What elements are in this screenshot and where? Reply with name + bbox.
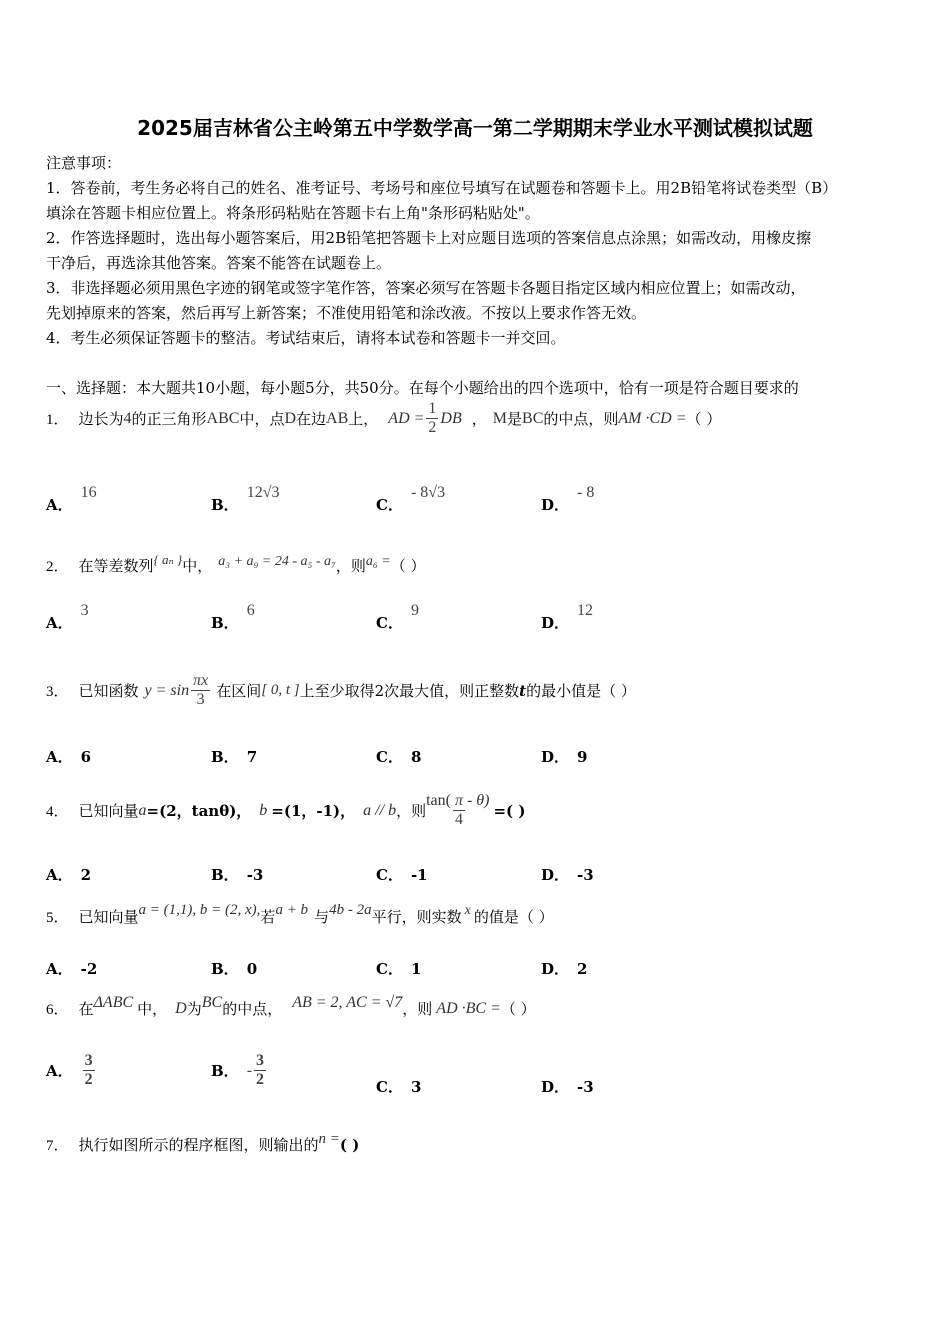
question-number: 3．: [46, 684, 69, 700]
option-c[interactable]: [376, 601, 419, 633]
question-6: [46, 993, 536, 1019]
math: D: [175, 999, 187, 1017]
option-a[interactable]: [46, 864, 91, 885]
question-text: 上，: [348, 410, 379, 428]
option-value: 8: [410, 747, 422, 766]
option-label: A．: [46, 496, 73, 514]
option-value: -3: [246, 865, 264, 884]
option-label: C．: [376, 496, 403, 514]
option-label: D．: [541, 748, 570, 766]
option-value: 9: [577, 747, 588, 766]
math: a₃ + a₉ = 24 - a₅ - a₇: [218, 553, 336, 569]
option-d[interactable]: [541, 601, 594, 633]
numerator: 1: [428, 400, 437, 417]
note-line: 填涂在答题卡相应位置上。将条形码粘贴在答题卡右上角"条形码粘贴处"。: [46, 204, 540, 222]
option-c[interactable]: [376, 864, 428, 885]
question-2: [46, 551, 426, 576]
math: AB: [326, 409, 349, 427]
math: 4: [123, 409, 132, 427]
option-value: - 8: [577, 483, 595, 501]
math: y = sin: [144, 681, 190, 699]
note-line: 2．作答选择题时，选出每小题答案后，用2B铅笔把答题卡上对应题目选项的答案信息点涂黑；如需改动，用橡皮擦: [46, 229, 812, 247]
question-text: 在区间: [216, 682, 262, 700]
question-text: 平行，则实数: [371, 908, 462, 926]
question-text: =(2，tanθ)，: [146, 802, 252, 820]
option-label: B．: [211, 614, 239, 632]
math: a: [138, 801, 147, 819]
note-line: 干净后，再选涂其他答案。答案不能答在试题卷上。: [46, 254, 392, 272]
denominator: 2: [428, 419, 437, 436]
option-c[interactable]: [376, 1076, 421, 1097]
option-value: - 8√3: [410, 483, 446, 501]
fraction: [254, 1052, 266, 1089]
option-value: 0: [246, 959, 258, 978]
math: b: [259, 801, 268, 819]
option-label: A．: [46, 960, 73, 978]
question-text: 已知向量: [78, 908, 139, 926]
question-text: 中，: [137, 1000, 168, 1018]
question-number: 6．: [46, 1002, 69, 1018]
option-a[interactable]: [46, 601, 89, 633]
question-text: ，则: [402, 1000, 433, 1018]
option-b[interactable]: [211, 1052, 268, 1089]
option-c[interactable]: [376, 746, 421, 767]
math: n =: [318, 1131, 340, 1147]
question-text: （ ）: [686, 410, 722, 428]
math: t: [519, 681, 527, 700]
question-text: 为: [186, 1000, 202, 1018]
math: AB = 2, AC = √7: [292, 993, 403, 1011]
question-text: ，: [471, 410, 487, 428]
question-text: 的中点，则: [543, 410, 619, 428]
option-label: A．: [46, 866, 73, 884]
question-text: 是: [507, 410, 523, 428]
note-line: 3．非选择题必须用黑色字迹的钢笔或签字笔作答，答案必须写在答题卡各题目指定区域内相应位置上；如需改动，: [46, 279, 806, 297]
math: a = (1,1), b = (2, x),: [138, 902, 261, 918]
option-label: B．: [211, 748, 239, 766]
option-a[interactable]: [46, 958, 97, 979]
question-number: 7．: [46, 1138, 69, 1154]
denominator: 3: [196, 691, 205, 708]
option-value: 16: [80, 483, 97, 501]
option-value: 7: [246, 747, 258, 766]
option-b[interactable]: [211, 601, 255, 633]
option-label: D．: [541, 1078, 570, 1096]
question-text: 的最小值是（ ）: [526, 682, 636, 700]
question-number: 2．: [46, 559, 69, 575]
option-value: 1: [410, 959, 422, 978]
note-line: 1．答卷前，考生务必将自己的姓名、准考证号、考场号和座位号填写在试题卷和答题卡上。用2B铅笔将试卷类型（B）: [46, 179, 838, 197]
question-number: 1．: [46, 412, 69, 428]
fraction: [191, 672, 210, 709]
question-text: 已知函数: [78, 682, 139, 700]
option-d[interactable]: [541, 1076, 594, 1097]
option-label: B．: [211, 960, 239, 978]
math: tan(: [426, 791, 451, 809]
question-text: =(1，-1)，: [271, 802, 356, 820]
option-b[interactable]: [211, 746, 257, 767]
option-label: C．: [376, 1078, 403, 1096]
option-label: A．: [46, 1062, 73, 1080]
question-text: （ ）: [500, 1000, 536, 1018]
math: D: [284, 409, 297, 427]
option-label: D．: [541, 496, 570, 514]
question-text: 在等差数列: [78, 557, 154, 575]
question-text: 的中点，: [222, 1000, 283, 1018]
denominator: 2: [84, 1071, 93, 1088]
option-label: B．: [211, 866, 239, 884]
option-label: A．: [46, 748, 73, 766]
option-value: 12√3: [246, 483, 280, 501]
option-a[interactable]: [46, 483, 97, 515]
question-text: 中，点: [239, 410, 285, 428]
question-5: [46, 902, 554, 927]
option-sign: -: [246, 1061, 253, 1079]
note-line: 4．考生必须保证答题卡的整洁。考试结束后，请将本试卷和答题卡一并交回。: [46, 329, 566, 347]
question-number: 5．: [46, 910, 69, 926]
question-text: =( ): [493, 801, 526, 820]
math: { aₙ }: [153, 551, 183, 567]
option-value: 6: [80, 747, 92, 766]
denominator: 4: [454, 811, 463, 828]
option-value: 3: [80, 601, 89, 619]
option-d[interactable]: [541, 958, 587, 979]
question-text: ( ): [339, 1135, 360, 1154]
fraction: [83, 1052, 95, 1089]
option-label: C．: [376, 614, 403, 632]
math: AD ·BC =: [436, 999, 501, 1017]
numerator: 3: [84, 1052, 93, 1069]
question-text: 已知向量: [78, 802, 139, 820]
fraction: [453, 792, 465, 829]
math: [ 0, t ]: [261, 682, 300, 698]
option-value: 2: [577, 959, 588, 978]
section-heading: 一、选择题：本大题共10小题，每小题5分，共50分。在每个小题给出的四个选项中，恰有一项是符合题目要求的: [46, 379, 799, 397]
math: BC: [201, 993, 223, 1011]
option-b[interactable]: [211, 958, 257, 979]
numerator: π: [454, 792, 463, 809]
numerator: πx: [193, 672, 209, 689]
question-7: [46, 1131, 360, 1155]
math: AD =: [388, 409, 425, 427]
question-text: 若: [260, 908, 276, 926]
option-value: -2: [80, 959, 98, 978]
option-label: A．: [46, 614, 73, 632]
option-label: B．: [211, 1062, 239, 1080]
math: ABC: [206, 409, 240, 427]
question-text: 上至少取得2次最大值，则正整数: [299, 682, 520, 700]
option-d[interactable]: [541, 864, 594, 885]
option-label: D．: [541, 866, 570, 884]
denominator: 2: [256, 1071, 265, 1088]
fraction: [426, 400, 438, 437]
question-text: 中，: [182, 557, 213, 575]
math: DB: [440, 409, 462, 427]
option-value: -3: [577, 1077, 594, 1096]
question-text: （ ）: [390, 557, 426, 575]
question-text: ，则: [335, 557, 366, 575]
question-text: 的值是（ ）: [473, 908, 554, 926]
option-label: D．: [541, 960, 570, 978]
note-line: 先划掉原来的答案，然后再写上新答案；不准使用铅笔和涂改液。不按以上要求作答无效。: [46, 304, 647, 322]
option-b[interactable]: [211, 483, 280, 515]
question-3: [46, 672, 636, 709]
question-1: [46, 400, 721, 437]
math: x: [464, 902, 471, 918]
question-text: 边长为: [78, 410, 124, 428]
question-4: [46, 792, 525, 829]
question-text: 的正三角形: [131, 410, 207, 428]
math: BC: [522, 409, 544, 427]
option-label: D．: [541, 614, 570, 632]
option-d[interactable]: [541, 746, 587, 767]
option-value: 12: [577, 601, 594, 619]
option-value: 6: [246, 601, 255, 619]
math: 4b - 2a: [329, 902, 372, 918]
option-c[interactable]: [376, 483, 446, 515]
question-text: 在边: [296, 410, 327, 428]
math: - θ): [466, 791, 490, 809]
math: a + b: [275, 902, 309, 918]
option-label: C．: [376, 748, 403, 766]
option-value: 3: [410, 1077, 422, 1096]
option-b[interactable]: [211, 864, 263, 885]
math: ΔABC: [93, 993, 134, 1011]
math: a₆ =: [365, 553, 391, 569]
option-d[interactable]: [541, 483, 595, 515]
option-label: B．: [211, 496, 239, 514]
math: M: [492, 409, 507, 427]
option-value: -1: [410, 865, 428, 884]
option-a[interactable]: [46, 1052, 97, 1089]
option-value: -3: [577, 865, 594, 884]
math: a // b: [363, 801, 397, 819]
option-value: 9: [410, 601, 419, 619]
math: AM ·CD =: [618, 409, 687, 427]
option-label: C．: [376, 866, 403, 884]
option-c[interactable]: [376, 958, 421, 979]
page-title: 2025届吉林省公主岭第五中学数学高一第二学期期末学业水平测试模拟试题: [137, 116, 813, 140]
option-value: 2: [80, 865, 92, 884]
question-text: 与: [314, 908, 330, 926]
question-text: 在: [78, 1000, 94, 1018]
question-text: ，则: [396, 802, 427, 820]
question-number: 4．: [46, 804, 69, 820]
option-label: C．: [376, 960, 403, 978]
question-text: 执行如图所示的程序框图，则输出的: [78, 1136, 319, 1154]
option-a[interactable]: [46, 746, 91, 767]
numerator: 3: [256, 1052, 265, 1069]
notes-heading: 注意事项：: [46, 154, 122, 172]
